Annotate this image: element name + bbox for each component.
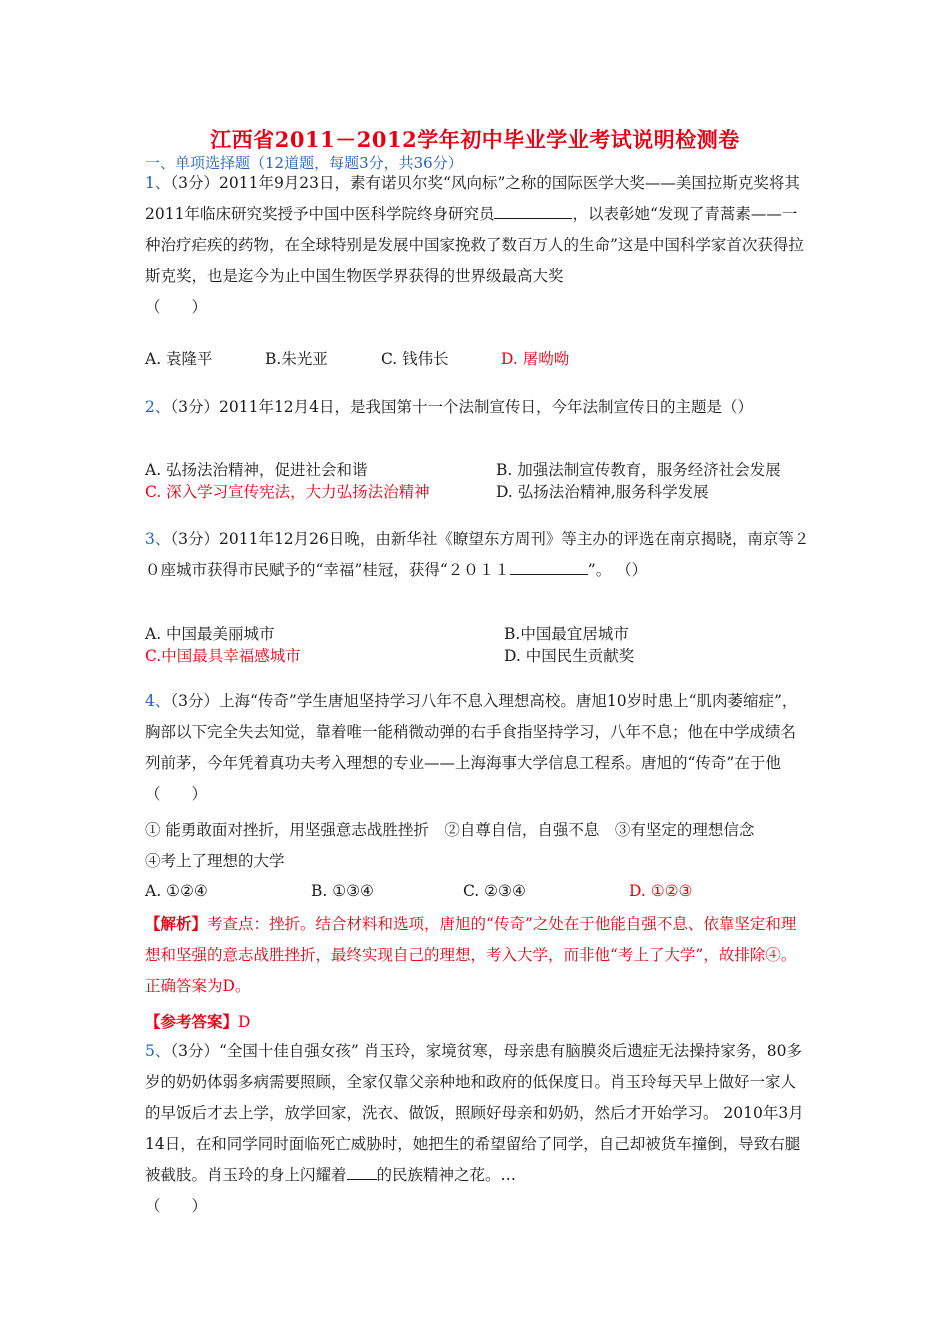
analysis-label: 【解析】 <box>145 914 208 933</box>
question-score: （3分） <box>170 692 219 710</box>
question-number: 1、 <box>145 174 171 192</box>
question-number: 4、 <box>145 692 171 710</box>
option-b: B. ①③④ <box>311 882 374 900</box>
option-b: B. 加强法制宣传教育，服务经济社会发展 <box>496 461 781 479</box>
option-b: B.中国最宜居城市 <box>504 625 629 643</box>
question-number: 5、 <box>145 1042 171 1060</box>
answer-label: 【参考答案】 <box>145 1012 239 1031</box>
question-2 <box>145 392 810 423</box>
question-score: （3分） <box>170 398 219 416</box>
question-number: 2、 <box>145 398 171 416</box>
answer-parentheses: （ ） <box>145 1197 208 1215</box>
q4-options <box>145 882 810 900</box>
question-score: （3分） <box>170 530 219 548</box>
statement-line-2: ④考上了理想的大学 <box>145 852 285 870</box>
option-a: A. 袁隆平 <box>145 350 213 368</box>
option-d-correct: D. 屠呦呦 <box>501 350 570 368</box>
question-text: 2011年12月4日，是我国第十一个法制宣传日，今年法制宣传日的主题是（） <box>219 398 754 416</box>
question-1 <box>145 168 810 323</box>
option-c: C. 钱伟长 <box>381 350 449 368</box>
question-number: 3、 <box>145 530 171 548</box>
question-text-cont: 的民族精神之花。… <box>376 1166 517 1184</box>
option-a: A. 中国最美丽城市 <box>145 625 275 643</box>
option-a: A. ①②④ <box>145 882 208 900</box>
answer-blank <box>347 1163 377 1180</box>
question-text: 上海“传奇”学生唐旭坚持学习八年不息入理想高校。唐旭10岁时患上“肌肉萎缩症”，胸部以下完全失去知觉，靠着唯一能稍微动弹的右手食指坚持学习，八年不息；他在中学成绩名列前茅，今年凭着真功夫考入理想的专业——上海海事大学信息工程系。唐旭的“传奇”在于他（ ） <box>145 692 798 803</box>
analysis-text: 考查点：挫折。结合材料和选项，唐旭的“传奇”之处在于他能自强不息、依靠坚定和理想和坚强的意志战胜挫折，最终实现自己的理想，考入大学，而非他“考上了大学”，故排除④。正确答案为D。 <box>145 915 797 995</box>
option-c-correct: C.中国最具幸福感城市 <box>145 647 301 665</box>
question-text-cont: ”。 （） <box>587 561 648 579</box>
question-text: 2011年12月26日晚，由新华社《瞭望东方周刊》等主办的评选在南京揭晓，南京等２０座城市获得市民赋予的“幸福”桂冠，获得“２０１１ <box>145 530 810 579</box>
option-c-correct: C. 深入学习宣传宪法，大力弘扬法治精神 <box>145 483 430 501</box>
question-text: “全国十佳自强女孩” 肖玉玲，家境贫寒，母亲患有脑膜炎后遗症无法操持家务，80多岁的奶奶体弱多病需要照顾，全家仅靠父亲种地和政府的低保度日。肖玉玲每天早上做好一家人的早饭后才去上学，放学回家，洗衣、做饭，照顾好母亲和奶奶，然后才开始学习。 2010年3月14日，在和同学同时面临死亡威胁时，她把生的希望留给了同学，自己却被货车撞倒，导致右腿被截肢。肖玉玲的身上闪耀着 <box>145 1042 804 1184</box>
section-heading: 一、单项选择题（12道题，每题3分，共36分） <box>145 154 463 172</box>
option-d-correct: D. ①②③ <box>629 882 693 900</box>
statement-line-1: ① 能勇敢面对挫折，用坚强意志战胜挫折 ②自尊自信，自强不息 ③有坚定的理想信念 <box>145 821 755 839</box>
answer-parentheses: （ ） <box>145 298 208 316</box>
question-score: （3分） <box>170 174 219 192</box>
reference-answer <box>145 1010 250 1032</box>
option-a: A. 弘扬法治精神，促进社会和谐 <box>145 461 368 479</box>
option-d: D. 弘扬法治精神,服务科学发展 <box>496 483 709 501</box>
q1-options <box>145 347 810 369</box>
answer-value: D <box>238 1013 251 1031</box>
option-c: C. ②③④ <box>463 882 526 900</box>
document-title: 江西省2011－2012学年初中毕业学业考试说明检测卷 <box>210 127 740 152</box>
question-5 <box>145 1036 810 1222</box>
option-b: B.朱光亚 <box>265 350 328 368</box>
question-3 <box>145 524 810 586</box>
answer-blank <box>510 558 588 575</box>
analysis-block <box>145 908 810 1002</box>
question-text-cont: ，以表彰她“发现了青蒿素——一种治疗疟疾的药物，在全球特别是发展中国家挽救了数百万人的生命”这是中国科学家首次获得拉斯克奖，也是迄今为止中国生物医学界获得的世界级最高大奖 <box>145 205 804 285</box>
question-4 <box>145 686 810 810</box>
question-score: （3分） <box>170 1042 219 1060</box>
question-text: 2011年9月23日，素有诺贝尔奖“风向标”之称的国际医学大奖——美国拉斯克奖将其2011年临床研究奖授予中国中医科学院终身研究员 <box>145 174 800 223</box>
option-d: D. 中国民生贡献奖 <box>504 647 635 665</box>
answer-blank <box>494 202 572 219</box>
